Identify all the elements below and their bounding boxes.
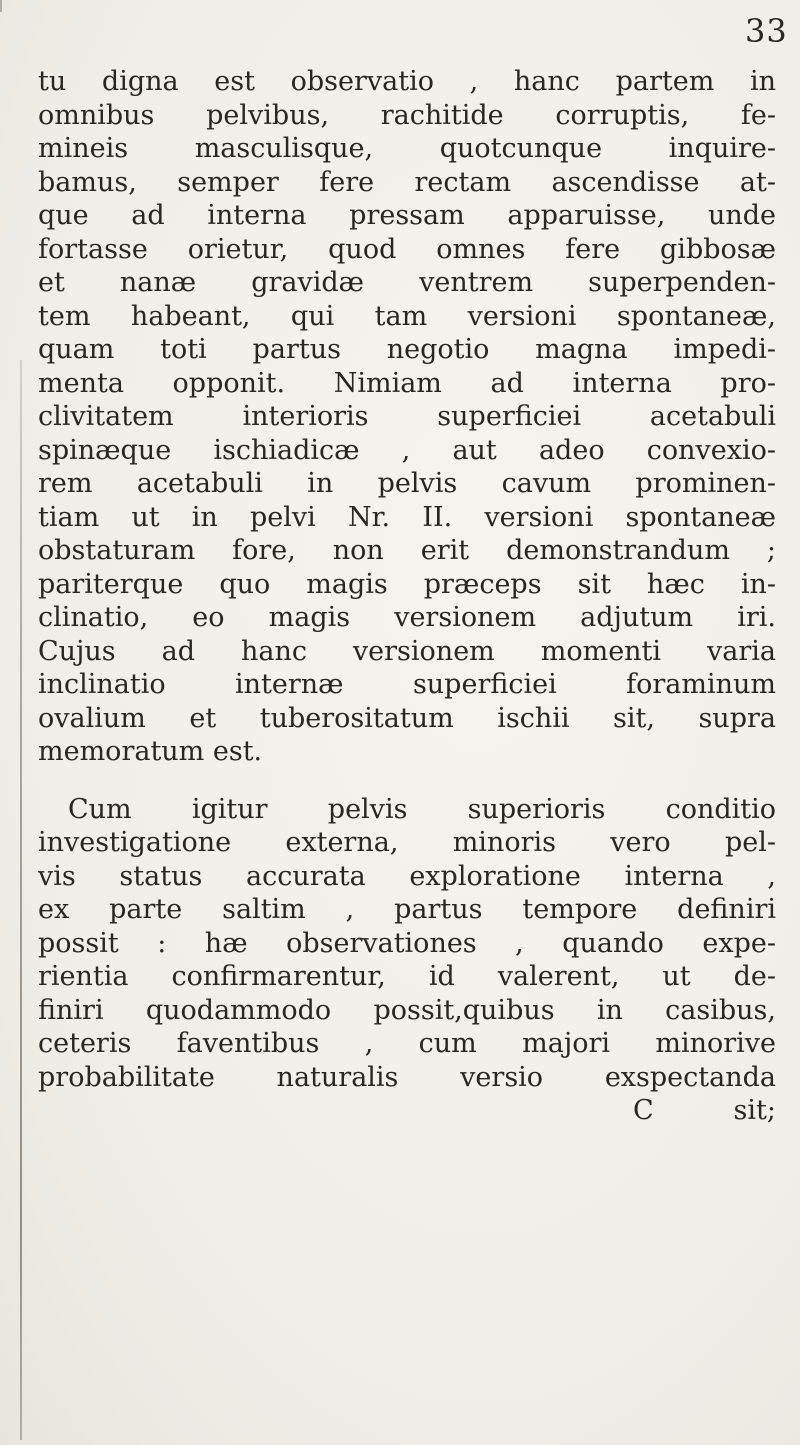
text-line: spinæque ischiadicæ , aut adeo convexio- [38, 434, 776, 466]
text-line: que ad interna pressam apparuisse, unde [38, 200, 776, 231]
page-footer [38, 1094, 776, 1128]
text-line: investigatione externa, minoris vero pel- [38, 827, 776, 858]
text-line: clivitatem interioris superficiei acetabuli [38, 401, 776, 432]
text-line: possit : hæ observationes , quando expe- [38, 927, 776, 959]
text-line: ovalium et tuberositatum ischii sit, supra [38, 702, 776, 734]
text-line: ceteris faventibus , cum majori minorive [38, 1028, 776, 1059]
binding-edge [20, 360, 22, 1440]
page-number: 33 [745, 12, 788, 50]
body-text [38, 65, 776, 1128]
text-line: et nanæ gravidæ ventrem superpenden- [38, 267, 776, 298]
text-line: obstaturam fore, non erit demonstrandum ; [38, 535, 776, 566]
text-line: tem habeant, qui tam versioni spontaneæ, [38, 300, 776, 332]
text-line: probabilitate naturalis versio exspectanda [38, 1061, 776, 1093]
text-line: mineis masculisque, quotcunque inquire- [38, 133, 776, 164]
text-line: inclinatio internæ superficiei foraminum [38, 669, 776, 700]
signature-mark: C [633, 1095, 654, 1126]
text-line: bamus, semper fere rectam ascendisse at- [38, 166, 776, 198]
text-line: memoratum est. [38, 736, 263, 767]
paragraph-2 [38, 793, 776, 1095]
text-line: finiri quodammodo possit,quibus in casibus, [38, 994, 776, 1026]
text-line: tiam ut in pelvi Nr. II. versioni spontaneæ [38, 501, 776, 533]
text-line: Cum igitur pelvis superioris conditio [68, 793, 776, 825]
paragraph-1 [38, 65, 776, 769]
text-line: vis status accurata exploratione interna , [38, 860, 776, 892]
page-corner-mark [0, 0, 32, 12]
text-line: tu digna est observatio , hanc partem in [38, 66, 776, 97]
text-line: fortasse orietur, quod omnes fere gibbosæ [38, 233, 776, 265]
text-line: quam toti partus negotio magna impedi- [38, 334, 776, 365]
text-line: clinatio, eo magis versionem adjutum iri. [38, 602, 776, 633]
text-line: rem acetabuli in pelvis cavum prominen- [38, 468, 776, 499]
text-line: omnibus pelvibus, rachitide corruptis, fe- [38, 99, 776, 131]
text-line: ex parte saltim , partus tempore definiri [38, 894, 776, 925]
catchword: sit; [733, 1095, 776, 1126]
text-line: menta opponit. Nimiam ad interna pro- [38, 367, 776, 399]
text-line: Cujus ad hanc versionem momenti varia [38, 635, 776, 667]
text-line: rientia confirmarentur, id valerent, ut de- [38, 961, 776, 992]
text-line: pariterque quo magis præceps sit hæc in- [38, 568, 776, 600]
